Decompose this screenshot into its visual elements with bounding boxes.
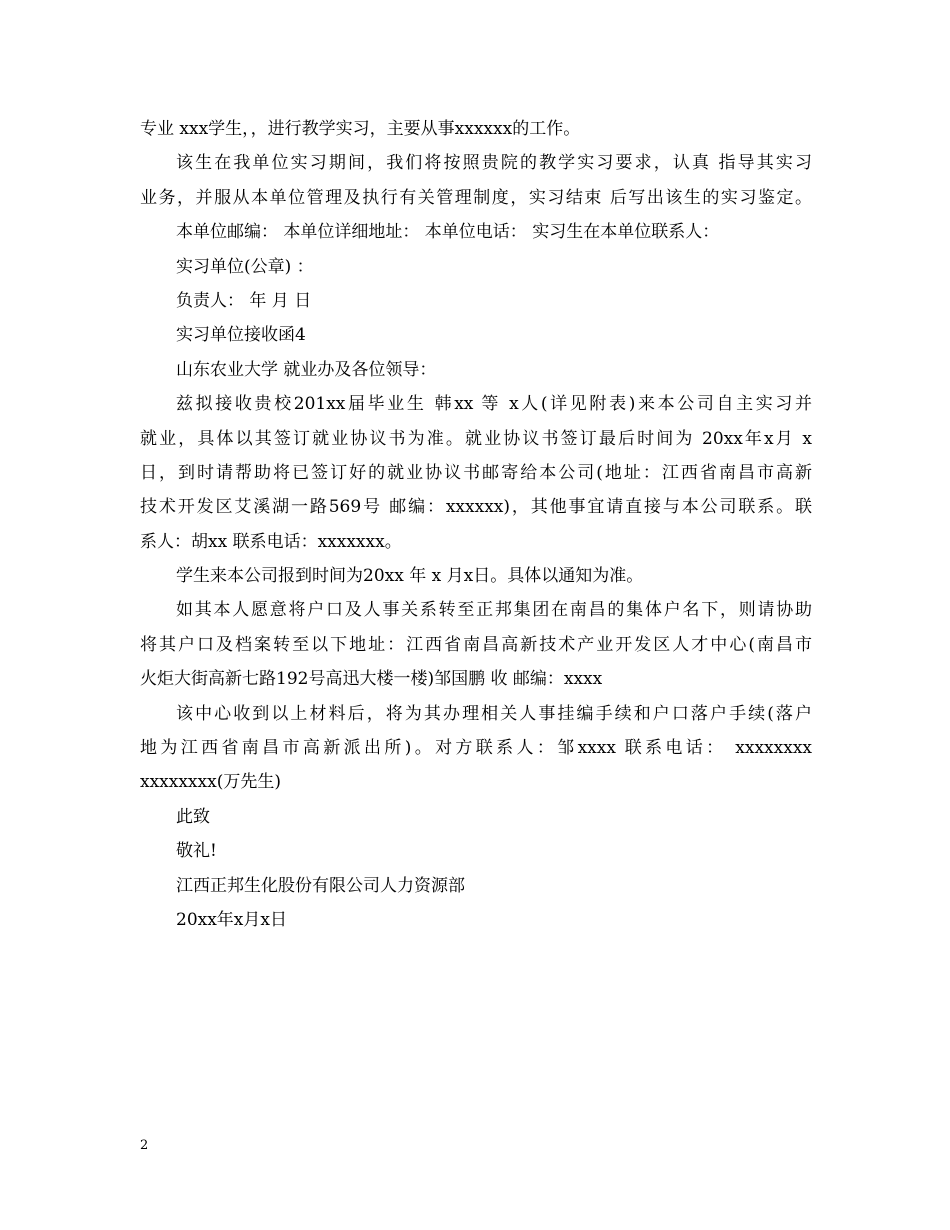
document-body — [140, 112, 812, 937]
text-line: 该中心收到以上材料后，将为其办理相关人事挂编手续和户口落户手续(落户 — [176, 703, 812, 724]
page-number: 2 — [140, 1138, 149, 1153]
text-line: 江西正邦生化股份有限公司人力资源部 — [176, 875, 465, 896]
text-line: 专业 xxx学生，，进行教学实习，主要从事xxxxxx的工作。 — [140, 119, 581, 139]
text-line: 地为江西省南昌市高新派出所)。对方联系人：邹xxxx 联系电话： xxxxxxxx — [140, 738, 812, 759]
text-line: 火炬大街高新七路192号高迅大楼一楼)邹国鹏 收 邮编：xxxx — [140, 669, 603, 690]
text-line: 实习单位接收函4 — [176, 325, 306, 346]
text-line: 敬礼! — [176, 841, 217, 862]
text-line: 20xx年x月x日 — [176, 909, 287, 930]
text-line: 负责人： 年 月 日 — [176, 290, 312, 311]
text-line: 该生在我单位实习期间，我们将按照贵院的教学实习要求，认真 指导其实习 — [176, 153, 812, 174]
text-line: 将其户口及档案转至以下地址：江西省南昌高新技术产业开发区人才中心(南昌市 — [140, 634, 812, 655]
text-line: 系人：胡xx 联系电话：xxxxxxx。 — [140, 531, 402, 552]
text-line: 日，到时请帮助将已签订好的就业协议书邮寄给本公司(地址：江西省南昌市高新 — [140, 462, 812, 483]
text-line: 如其本人愿意将户口及人事关系转至正邦集团在南昌的集体户名下，则请协助 — [176, 600, 812, 621]
text-line: 兹拟接收贵校201xx届毕业生 韩xx 等 x人(详见附表)来本公司自主实习并 — [176, 394, 812, 415]
text-line: 技术开发区艾溪湖一路569号 邮编：xxxxxx)，其他事宜请直接与本公司联系。联 — [140, 497, 812, 518]
text-line: 本单位邮编： 本单位详细地址： 本单位电话： 实习生在本单位联系人： — [176, 222, 720, 243]
text-line: 就业，具体以其签订就业协议书为准。就业协议书签订最后时间为 20xx年x月 x — [140, 428, 812, 449]
text-line: 此致 — [176, 806, 210, 827]
text-line: 山东农业大学 就业办及各位领导： — [176, 359, 437, 380]
text-line: 业务，并服从本单位管理及执行有关管理制度，实习结束 后写出该生的实习鉴定。 — [140, 187, 812, 208]
text-line: 学生来本公司报到时间为20xx 年 x 月x日。具体以通知为准。 — [176, 566, 644, 587]
text-line: 实习单位(公章) ： — [176, 256, 314, 277]
text-line: xxxxxxxx(万先生) — [140, 772, 281, 793]
